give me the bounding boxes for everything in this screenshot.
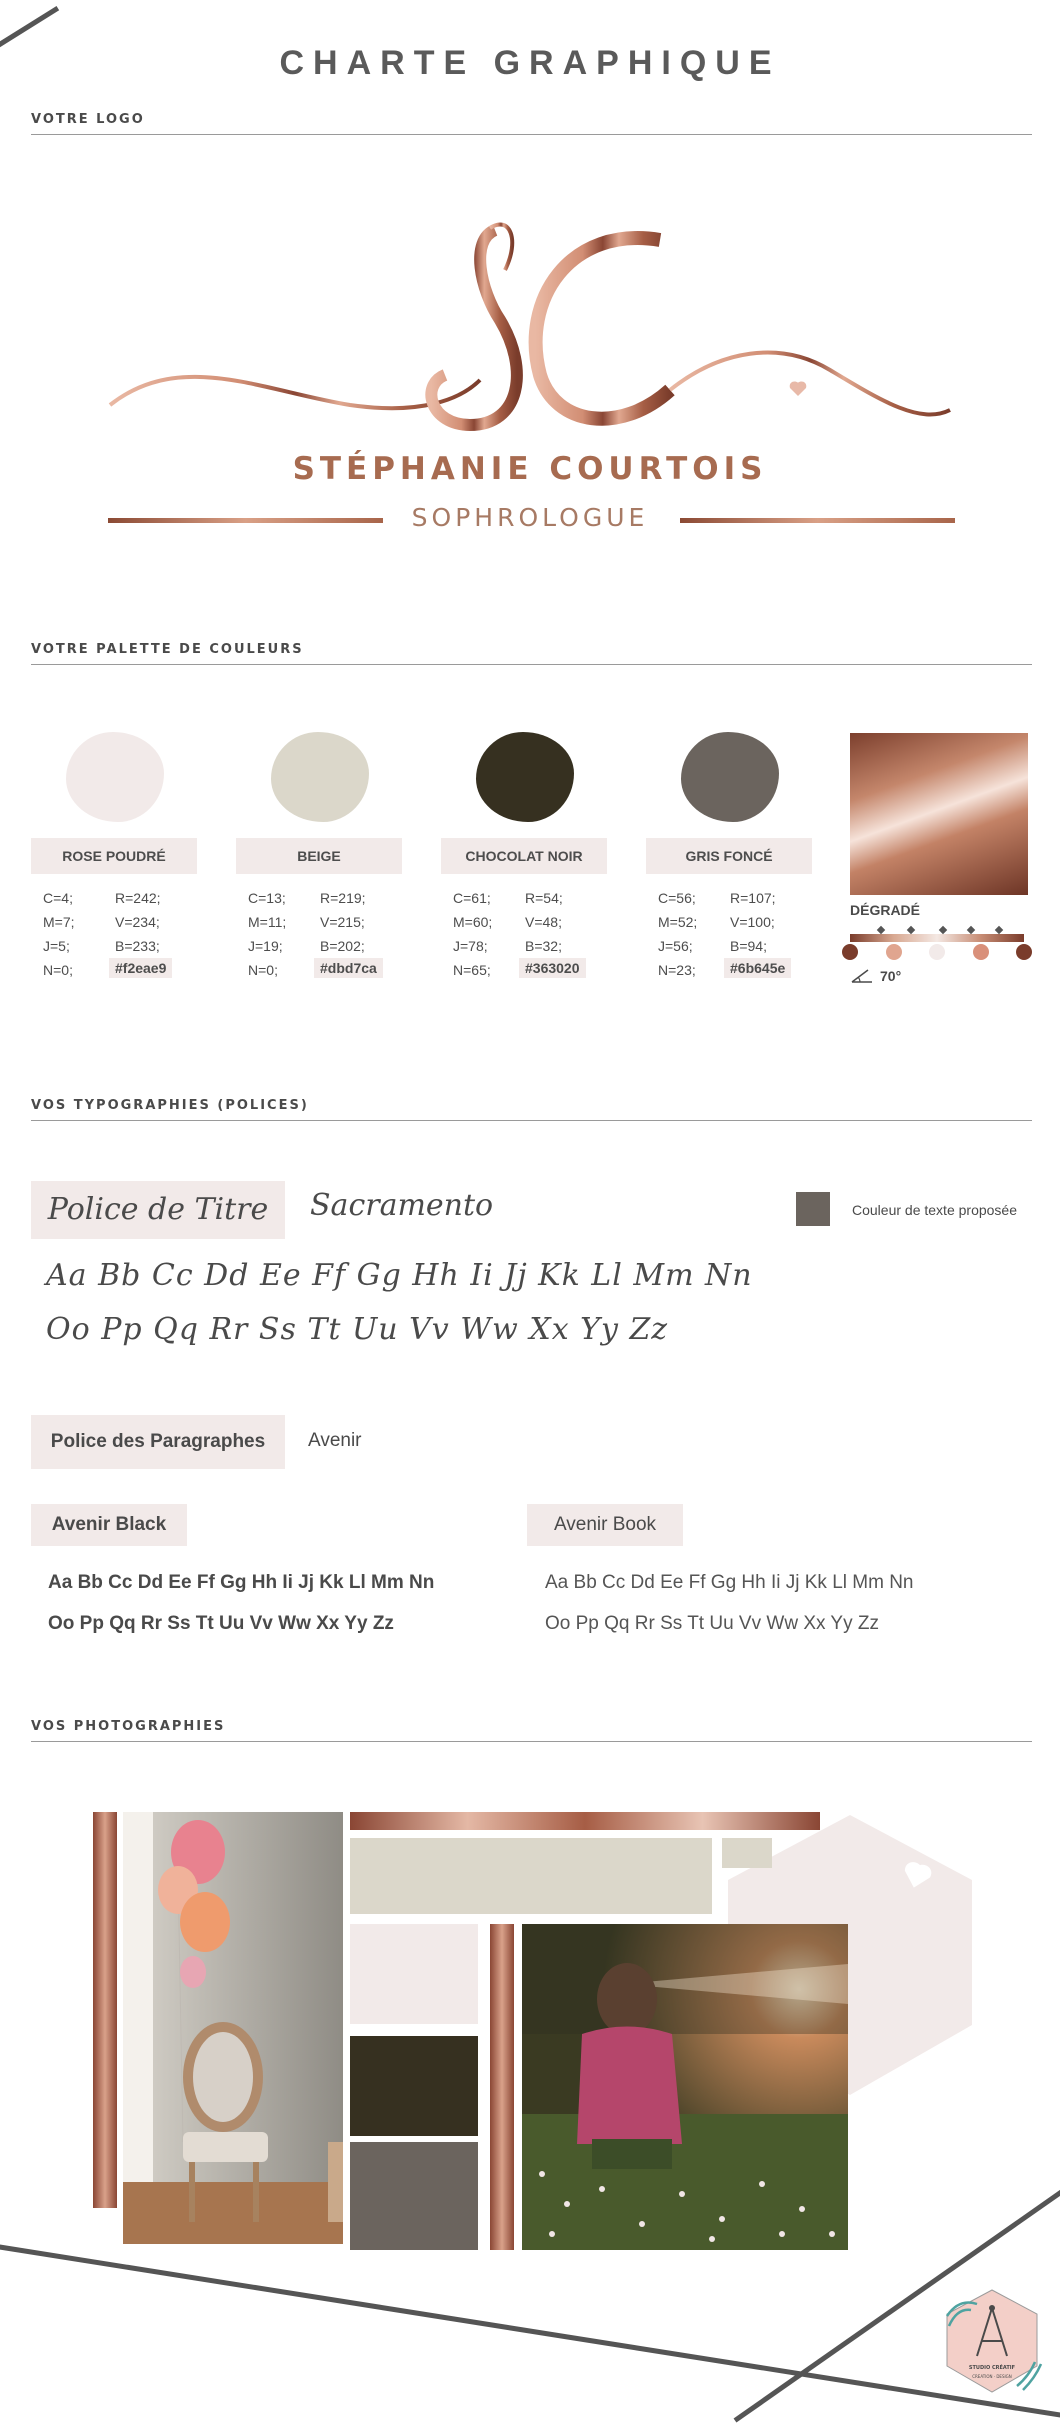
cmyk-value: C=61; xyxy=(453,890,491,906)
section-divider xyxy=(31,664,1032,665)
cmyk-value: N=23; xyxy=(658,962,696,978)
color-codes xyxy=(646,886,816,986)
cmyk-value: J=5; xyxy=(43,938,70,954)
gradient-stop xyxy=(973,944,989,960)
rgb-value: V=100; xyxy=(730,914,775,930)
beige-block xyxy=(350,1838,712,1914)
script-alphabet-line-1: Aa Bb Cc Dd Ee Ff Gg Hh Ii Jj Kk Ll Mm Nn xyxy=(46,1258,753,1293)
paragraph-font-name: Avenir xyxy=(308,1430,362,1451)
rgb-value: R=107; xyxy=(730,890,776,906)
color-name-label: GRIS FONCÉ xyxy=(646,838,812,874)
cmyk-value: M=60; xyxy=(453,914,493,930)
title-font-label: Police de Titre xyxy=(31,1181,285,1239)
rgb-value: B=202; xyxy=(320,938,365,954)
grey-block xyxy=(350,2142,478,2250)
angle-icon xyxy=(850,968,874,984)
color-swatch xyxy=(681,732,779,822)
beige-block xyxy=(722,1838,772,1868)
cmyk-value: M=52; xyxy=(658,914,698,930)
color-swatch xyxy=(271,732,369,822)
rgb-value: R=54; xyxy=(525,890,563,906)
copper-bar xyxy=(490,1924,514,2250)
logo-name: STÉPHANIE COURTOIS xyxy=(292,451,768,487)
section-title-typography: VOS TYPOGRAPHIES (POLICES) xyxy=(31,1098,309,1113)
gradient-angle: 70° xyxy=(880,968,902,984)
rgb-value: B=94; xyxy=(730,938,767,954)
color-swatch xyxy=(66,732,164,822)
section-title-palette: VOTRE PALETTE DE COULEURS xyxy=(31,642,304,657)
text-color-swatch xyxy=(796,1192,830,1226)
black-alphabet-line-2: Oo Pp Qq Rr Ss Tt Uu Vv Ww Xx Yy Zz xyxy=(48,1613,394,1634)
hex-value: #363020 xyxy=(519,958,586,978)
cmyk-value: C=13; xyxy=(248,890,286,906)
book-alphabet-line-2: Oo Pp Qq Rr Ss Tt Uu Vv Ww Xx Yy Zz xyxy=(545,1613,879,1634)
cmyk-value: M=7; xyxy=(43,914,75,930)
rgb-value: R=242; xyxy=(115,890,161,906)
gradient-label: DÉGRADÉ xyxy=(850,902,921,918)
color-codes xyxy=(441,886,611,986)
balloons-chair-photo xyxy=(123,1812,343,2244)
avenir-black-label: Avenir Black xyxy=(31,1504,187,1546)
color-codes xyxy=(236,886,406,986)
gradient-bar xyxy=(850,934,1024,942)
gradient-midpoint-icon xyxy=(877,926,885,934)
chocolate-block xyxy=(350,2036,478,2136)
gradient-stop xyxy=(886,944,902,960)
rgb-value: V=215; xyxy=(320,914,365,930)
cmyk-value: J=19; xyxy=(248,938,283,954)
cmyk-value: C=4; xyxy=(43,890,73,906)
avenir-book-label: Avenir Book xyxy=(527,1504,683,1546)
color-swatch xyxy=(476,732,574,822)
rgb-value: V=234; xyxy=(115,914,160,930)
studio-logo xyxy=(937,2286,1047,2396)
title-font-name: Sacramento xyxy=(310,1188,494,1223)
gradient-midpoint-icon xyxy=(967,926,975,934)
gradient-midpoint-icon xyxy=(939,926,947,934)
girl-in-field-photo xyxy=(522,1924,848,2250)
logo-monogram xyxy=(100,210,960,450)
color-name-label: CHOCOLAT NOIR xyxy=(441,838,607,874)
gradient-stop xyxy=(929,944,945,960)
gradient-midpoint-icon xyxy=(995,926,1003,934)
studio-logo-name: STUDIO CRÉATIF xyxy=(968,2365,1016,2371)
section-title-photos: VOS PHOTOGRAPHIES xyxy=(31,1719,226,1734)
text-color-label: Couleur de texte proposée xyxy=(852,1202,1017,1218)
gradient-stop xyxy=(1016,944,1032,960)
cmyk-value: M=11; xyxy=(248,914,287,930)
hex-value: #f2eae9 xyxy=(109,958,172,978)
rgb-value: B=32; xyxy=(525,938,562,954)
cmyk-value: N=0; xyxy=(43,962,73,978)
book-alphabet-line-1: Aa Bb Cc Dd Ee Ff Gg Hh Ii Jj Kk Ll Mm Nn xyxy=(545,1572,914,1593)
paragraph-font-label: Police des Paragraphes xyxy=(31,1415,285,1469)
color-name-label: BEIGE xyxy=(236,838,402,874)
gradient-stop xyxy=(842,944,858,960)
copper-bar xyxy=(350,1812,820,1830)
hex-value: #dbd7ca xyxy=(314,958,383,978)
section-divider xyxy=(31,1741,1032,1742)
copper-bar xyxy=(93,1812,117,2208)
cmyk-value: J=56; xyxy=(658,938,693,954)
rgb-value: B=233; xyxy=(115,938,160,954)
script-alphabet-line-2: Oo Pp Qq Rr Ss Tt Uu Vv Ww Xx Yy Zz xyxy=(46,1312,669,1347)
color-name-label: ROSE POUDRÉ xyxy=(31,838,197,874)
cmyk-value: N=65; xyxy=(453,962,491,978)
rgb-value: V=48; xyxy=(525,914,562,930)
logo-subtitle: SOPHROLOGUE xyxy=(411,503,649,532)
gradient-midpoint-icon xyxy=(907,926,915,934)
rgb-value: R=219; xyxy=(320,890,366,906)
cmyk-value: J=78; xyxy=(453,938,488,954)
section-divider xyxy=(31,134,1032,135)
color-codes xyxy=(31,886,201,986)
section-title-logo: VOTRE LOGO xyxy=(31,112,145,127)
rose-block xyxy=(350,1924,478,2024)
bottom-decoration-line xyxy=(0,2243,1060,2420)
section-divider xyxy=(31,1120,1032,1121)
cmyk-value: C=56; xyxy=(658,890,696,906)
hex-value: #6b645e xyxy=(724,958,791,978)
gradient-swatch xyxy=(850,733,1028,895)
cmyk-value: N=0; xyxy=(248,962,278,978)
black-alphabet-line-1: Aa Bb Cc Dd Ee Ff Gg Hh Ii Jj Kk Ll Mm Nn xyxy=(48,1572,435,1593)
studio-logo-tagline: CREATION · DESIGN xyxy=(972,2374,1012,2379)
page-title: CHARTE GRAPHIQUE xyxy=(279,44,781,82)
